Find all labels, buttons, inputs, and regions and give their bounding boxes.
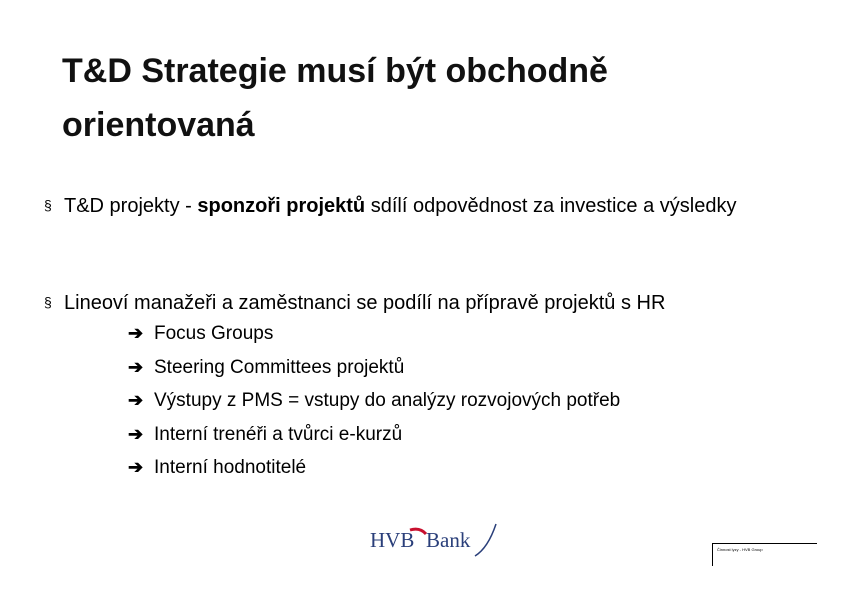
sub-bullet-item: [128, 451, 620, 485]
hvb-bank-logo: [370, 520, 500, 560]
section-marker: §: [44, 197, 52, 213]
logo-text-bank: Bank: [426, 528, 471, 552]
bullet-text: Lineoví manažeři a zaměstnanci se podílí na přípravě projektů s HR: [64, 292, 666, 314]
slide-title: T&D Strategie musí být obchodně orientovaná: [62, 52, 608, 144]
bullet-item-managers: [44, 286, 804, 319]
sub-bullet-list: [128, 317, 620, 485]
sub-bullet-text: Interní trenéři a tvůrci e-kurzů: [154, 423, 403, 445]
bullet-item-projects: [44, 189, 804, 222]
sub-bullet-text: Focus Groups: [154, 323, 274, 344]
footer-box: [712, 543, 817, 566]
bullet-bold-text: sponzoři projektů: [197, 195, 366, 217]
sub-bullet-item: [128, 418, 620, 452]
sub-bullet-item: [128, 351, 620, 385]
arrow-right-icon: ➔: [128, 423, 144, 444]
arrow-right-icon: ➔: [128, 390, 144, 410]
bullet-rest-text: sdílí odpovědnost za investice a výsledky: [365, 195, 737, 217]
arrow-right-icon: ➔: [128, 457, 144, 477]
footer-text: Činnost lyzy - HVB Group: [717, 547, 763, 552]
sub-bullet-text: Steering Committees projektů: [154, 356, 405, 378]
sub-bullet-item: [128, 317, 620, 351]
sub-bullet-text: Výstupy z PMS = vstupy do analýzy rozvojových potřeb: [154, 390, 621, 411]
section-marker: §: [44, 294, 52, 310]
arrow-right-icon: ➔: [128, 356, 144, 377]
logo-text-hvb: HVB: [370, 528, 415, 552]
bullet-lead-text: T&D projekty -: [64, 195, 198, 217]
sub-bullet-item: [128, 384, 620, 418]
arrow-right-icon: ➔: [128, 323, 144, 343]
sub-bullet-text: Interní hodnotitelé: [154, 457, 307, 478]
